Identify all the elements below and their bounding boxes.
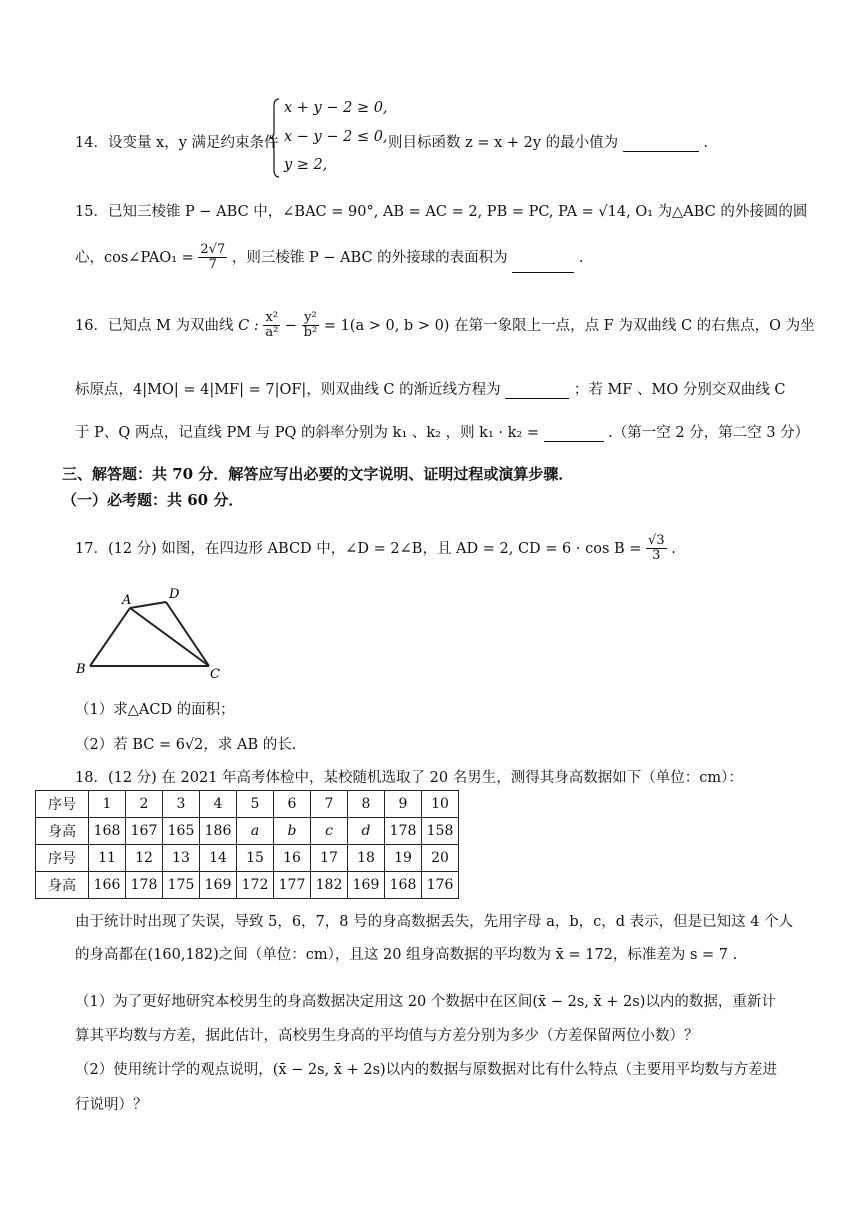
table-cell: 168	[89, 818, 126, 845]
table-cell: 15	[237, 845, 274, 872]
p14-end: .	[703, 135, 709, 151]
table-cell: 10	[422, 791, 459, 818]
p18-para-1: 由于统计时出现了失误，导致 5，6，7，8 号的身高数据丢失，先用字母 a，b，c，d 表示，但是已知这 4 个人	[75, 914, 794, 930]
p15-fraction-den: 7	[208, 257, 217, 273]
height-data-table	[35, 790, 459, 899]
p15-answer-blank	[512, 258, 574, 273]
table-row	[36, 818, 459, 845]
table-cell: 3	[163, 791, 200, 818]
p16-line-2a: 标原点，4|MO| = 4|MF| = 7|OF|，则双曲线 C 的渐近线方程为	[75, 382, 501, 398]
table-cell: b	[274, 818, 311, 845]
p16-line-3a: 于 P、Q 两点，记直线 PM 与 PQ 的斜率分别为 k₁ 、k₂ ，则 k₁ · k₂ =	[75, 425, 539, 441]
p16-fraction-x	[263, 311, 280, 341]
table-cell: 176	[422, 872, 459, 899]
vertex-B-label: B	[76, 662, 86, 677]
vertex-A-label: A	[122, 593, 132, 608]
table-cell: 4	[200, 791, 237, 818]
table-cell: 182	[311, 872, 348, 899]
table-row	[36, 872, 459, 899]
p14-answer-blank	[623, 137, 699, 152]
table-cell: 2	[126, 791, 163, 818]
height-data-table-body	[36, 791, 459, 899]
p16-line-3b: .（第一空 2 分，第二空 3 分）	[608, 425, 810, 441]
p16-fraction-x-den: a²	[265, 325, 279, 341]
table-cell: 14	[200, 845, 237, 872]
p17-question-1: （1）求△ACD 的面积；	[75, 702, 235, 718]
p16-line-2	[75, 378, 786, 399]
table-row	[36, 845, 459, 872]
table-cell: 19	[385, 845, 422, 872]
edge-DC	[166, 602, 209, 666]
vertex-D-label: D	[169, 587, 180, 602]
table-cell: 167	[126, 818, 163, 845]
p16-line-1a: 16．已知点 M 为双曲线	[75, 317, 234, 334]
table-cell: d	[348, 818, 385, 845]
table-cell: 18	[348, 845, 385, 872]
p14-constraint-1: x + y − 2 ≥ 0,	[284, 100, 388, 116]
table-cell: 172	[237, 872, 274, 899]
edge-AD	[130, 602, 166, 608]
p18-intro: 18．(12 分) 在 2021 年高考体检中，某校随机选取了 20 名男生，测得其身高数据如下（单位：cm）：	[75, 770, 743, 786]
table-cell: 168	[385, 872, 422, 899]
table-cell: 1	[89, 791, 126, 818]
quadrilateral-figure	[70, 580, 240, 680]
table-cell: 12	[126, 845, 163, 872]
p16-answer-blank-2	[544, 427, 604, 442]
p16-curve-label: C :	[238, 317, 259, 334]
p18-question-2a: （2）使用统计学的观点说明，(x̄ − 2s, x̄ + 2s)以内的数据与原数据对比有什么特点（主要用平均数与方差进	[75, 1062, 778, 1078]
p16-line-1	[75, 311, 815, 341]
p18-para-2: 的身高都在(160,182)之间（单位：cm），且这 20 组身高数据的平均数为 x̄ = 172，标准差为 s = 7 .	[75, 947, 738, 963]
table-cell: a	[237, 818, 274, 845]
p18-question-1b: 算其平均数与方差，据此估计，高校男生身高的平均值与方差分别为多少（方差保留两位小数）？	[75, 1028, 699, 1044]
table-cell: 5	[237, 791, 274, 818]
table-cell: 178	[385, 818, 422, 845]
edge-AB	[90, 608, 130, 666]
p17-fraction-num: √3	[648, 533, 665, 548]
table-cell: 11	[89, 845, 126, 872]
p15-fraction	[198, 243, 227, 273]
p15-line-1: 15．已知三棱锥 P − ABC 中，∠BAC = 90°, AB = AC = 2, PB = PC, PA = √14, O₁ 为△ABC 的外接圆的圆	[75, 204, 808, 220]
table-row-header: 序号	[36, 845, 89, 872]
p15-fraction-num: 2√7	[200, 242, 226, 257]
table-cell: 7	[311, 791, 348, 818]
p14-prefix: 14．设变量 x，y 满足约束条件	[75, 135, 279, 151]
p14-suffix-text: 则目标函数 z = x + 2y 的最小值为	[388, 135, 619, 151]
table-row-header: 身高	[36, 872, 89, 899]
p16-fraction-y-num: y²	[302, 311, 320, 326]
p16-line-3	[75, 421, 809, 442]
table-cell: 178	[126, 872, 163, 899]
table-cell: 175	[163, 872, 200, 899]
p17-fraction-den: 3	[652, 548, 661, 564]
table-cell: 8	[348, 791, 385, 818]
figure-edges	[90, 602, 209, 666]
p15-line-2a: 心，cos∠PAO₁ =	[75, 249, 194, 266]
table-cell: 6	[274, 791, 311, 818]
table-cell: 165	[163, 818, 200, 845]
p17-line-1b: .	[671, 540, 676, 557]
p17-line-1	[75, 534, 676, 564]
table-cell: 16	[274, 845, 311, 872]
p16-fraction-y	[302, 311, 320, 341]
p16-line-2b: ；若 MF 、MO 分别交双曲线 C	[573, 382, 786, 398]
table-cell: 158	[422, 818, 459, 845]
table-row-header: 序号	[36, 791, 89, 818]
table-cell: 166	[89, 872, 126, 899]
table-cell: 169	[348, 872, 385, 899]
table-cell: 177	[274, 872, 311, 899]
p15-line-2b: ，则三棱锥 P − ABC 的外接球的表面积为	[231, 249, 508, 266]
table-cell: 20	[422, 845, 459, 872]
p16-fraction-y-den: b²	[303, 325, 318, 341]
p15-line-2c: .	[578, 249, 584, 266]
table-cell: 186	[200, 818, 237, 845]
p14-constraint-2: x − y − 2 ≤ 0,	[284, 129, 388, 145]
p16-answer-blank-1	[505, 384, 569, 399]
section-title: 三、解答题：共 70 分．解答应写出必要的文字说明、证明过程或演算步骤．	[62, 465, 574, 483]
table-cell: 169	[200, 872, 237, 899]
edge-AC	[130, 608, 209, 666]
p16-minus: −	[284, 317, 298, 334]
p14-suffix	[388, 131, 708, 152]
p16-line-1b: = 1(a > 0, b > 0) 在第一象限上一点，点 F 为双曲线 C 的右焦点，O 为坐	[323, 317, 815, 334]
table-row-header: 身高	[36, 818, 89, 845]
table-cell: 13	[163, 845, 200, 872]
p14-constraint-system	[270, 98, 390, 180]
p14-constraint-3: y ≥ 2,	[284, 157, 328, 173]
table-cell: c	[311, 818, 348, 845]
p18-question-2b: 行说明）？	[75, 1097, 148, 1113]
p15-line-2	[75, 243, 584, 273]
p17-fraction	[646, 534, 667, 564]
p18-question-1a: （1）为了更好地研究本校男生的身高数据决定用这 20 个数据中在区间(x̄ − 2s, x̄ + 2s)以内的数据，重新计	[75, 994, 776, 1010]
p17-line-1a: 17．(12 分) 如图，在四边形 ABCD 中，∠D = 2∠B，且 AD = 2, CD = 6 · cos B =	[75, 540, 642, 557]
p16-fraction-x-num: x²	[263, 311, 280, 326]
left-brace-icon	[270, 98, 280, 178]
table-cell: 9	[385, 791, 422, 818]
table-cell: 17	[311, 845, 348, 872]
p17-question-2: （2）若 BC = 6√2，求 AB 的长.	[75, 737, 297, 753]
section-subtitle: （一）必考题：共 60 分．	[62, 491, 244, 509]
vertex-C-label: C	[210, 667, 220, 680]
table-row	[36, 791, 459, 818]
